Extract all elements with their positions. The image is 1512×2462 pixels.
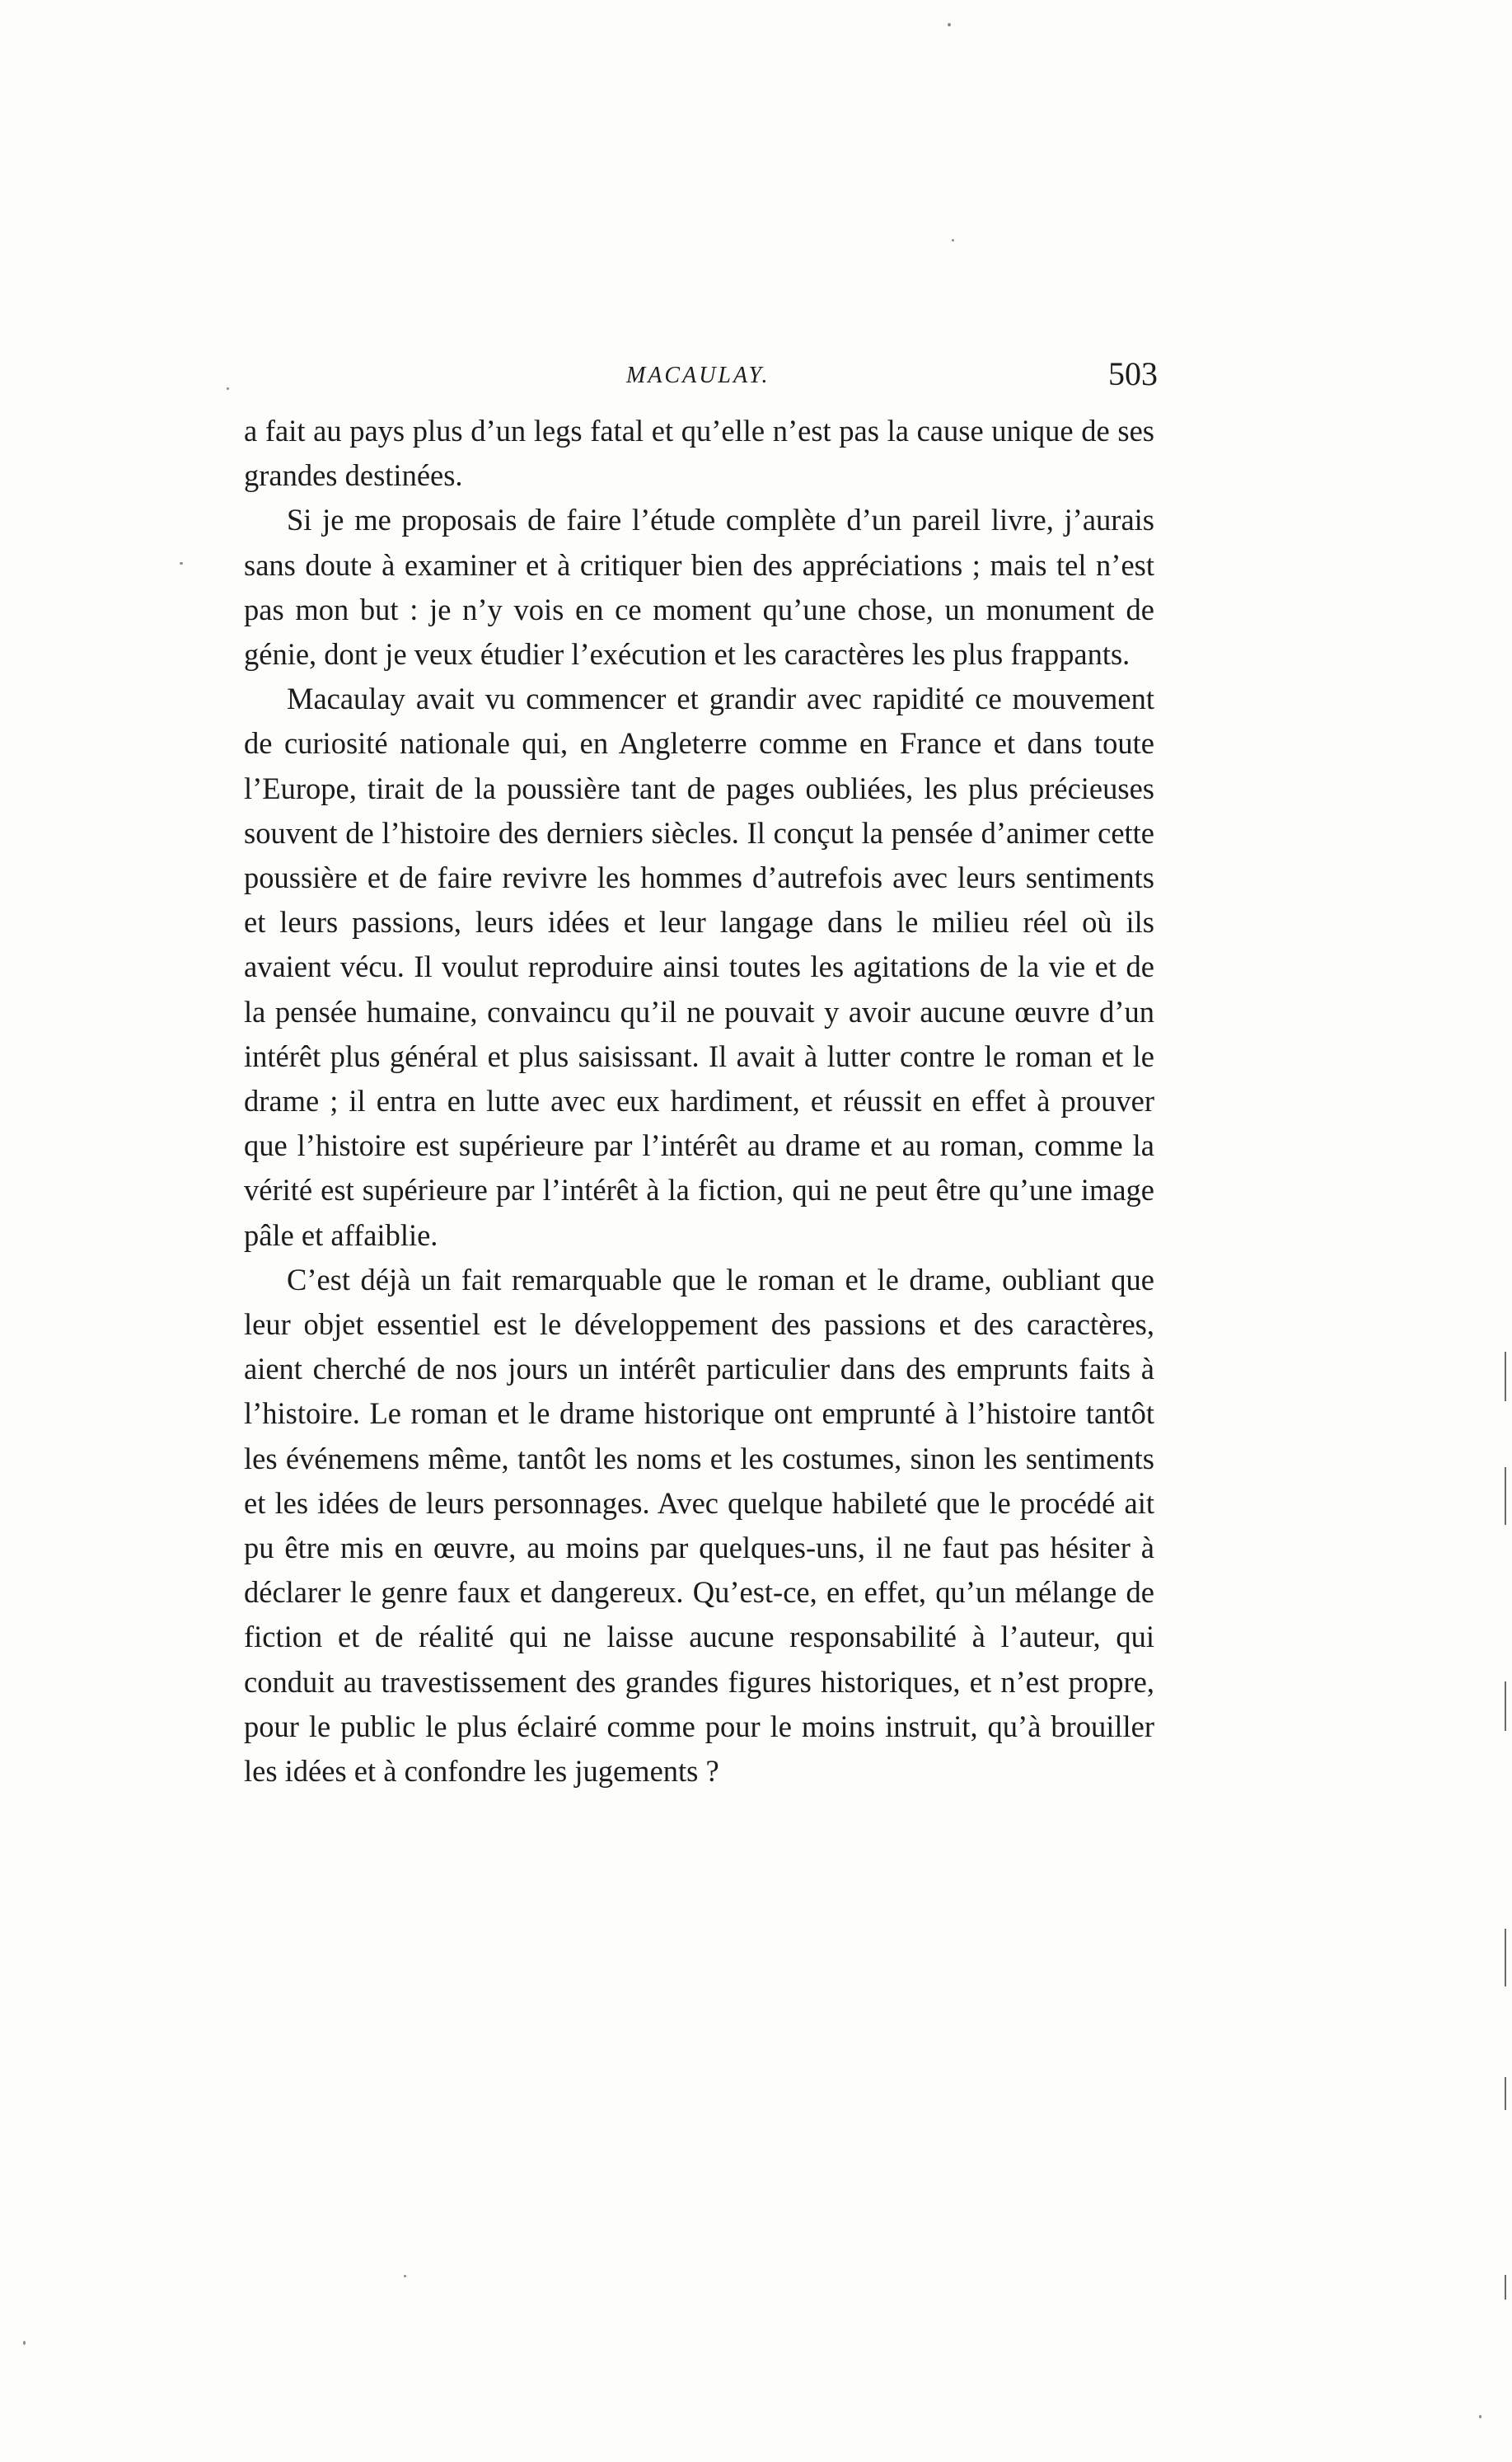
scan-speck xyxy=(1479,2415,1482,2418)
scan-edge-mark xyxy=(1505,1681,1506,1731)
paragraph: C’est déjà un fait remarquable que le roman et le drame, oubliant que leur objet essentiel est le développement des passions et des caractères, aient cherché de nos jours un intérêt particulier dans des emprunts faits à l’histoire. Le roman et le drame historique ont emprunté à l’histoire tantôt les événemens même, tantôt les noms et les costumes, sinon les sentiments et les idées de leurs personnages. Avec quelque habileté que le procédé ait pu être mis en œuvre, au moins par quelques-uns, il ne faut pas hésiter à déclarer le genre faux et dangereux. Qu’est-ce, en effet, qu’un mélange de fiction et de réalité qui ne laisse aucune responsabilité à l’auteur, qui conduit au travestissement des grandes figures historiques, et n’est propre, pour le public le plus éclairé comme pour le moins instruit, qu’à brouiller les idées et à confondre les jugements ? xyxy=(244,1262,1154,1789)
paragraph: Macaulay avait vu commencer et grandir avec rapidité ce mouvement de curiosité nationale qui, en Angleterre comme en France et dans toute l’Europe, tirait de la poussière tant de pages oubliées, les plus précieuses souvent de l’histoire des derniers siècles. Il conçut la pensée d’animer cette poussière et de faire revivre les hommes d’autrefois avec leurs sentiments et leurs passions, leurs idées et leur langage dans le milieu réel où ils avaient vécu. Il voulut reproduire ainsi toutes les agitations de la vie et de la pensée humaine, convaincu qu’il ne pouvait y avoir aucune œuvre d’un intérêt plus général et plus saisissant. Il avait à lutter contre le roman et le drame ; il entra en lutte avec eux hardiment, et réussit en effet à prouver que l’histoire est supérieure par l’intérêt au drame et au roman, comme la vérité est supérieure par l’intérêt à la fiction, qui ne peut être qu’une image pâle et affaiblie. xyxy=(244,682,1154,1252)
scan-speck xyxy=(952,239,954,242)
scan-edge-mark xyxy=(1505,1352,1506,1401)
running-title: MACAULAY. xyxy=(626,363,770,388)
page-number: 503 xyxy=(1108,355,1158,392)
scan-edge-mark xyxy=(1505,2275,1506,2300)
scan-edge-mark xyxy=(1505,2077,1506,2110)
body-text xyxy=(244,409,1154,1794)
scan-speck xyxy=(948,23,951,26)
running-head xyxy=(239,354,1158,404)
scan-edge-mark xyxy=(1505,1929,1506,1986)
paragraph-continued: a fait au pays plus d’un legs fatal et qu’elle n’est pas la cause unique de ses grandes destinées. xyxy=(244,414,1154,493)
scan-speck xyxy=(23,2341,26,2345)
scan-speck xyxy=(227,387,229,390)
scan-speck xyxy=(180,562,183,565)
scan-speck xyxy=(404,2275,406,2277)
scan-edge-mark xyxy=(1505,1467,1506,1525)
paragraph: Si je me proposais de faire l’étude complète d’un pareil livre, j’aurais sans doute à examiner et à critiquer bien des appréciations ; mais tel n’est pas mon but : je n’y vois en ce moment qu’une chose, un monument de génie, dont je veux étudier l’exécution et les caractères les plus frappants. xyxy=(244,503,1154,672)
